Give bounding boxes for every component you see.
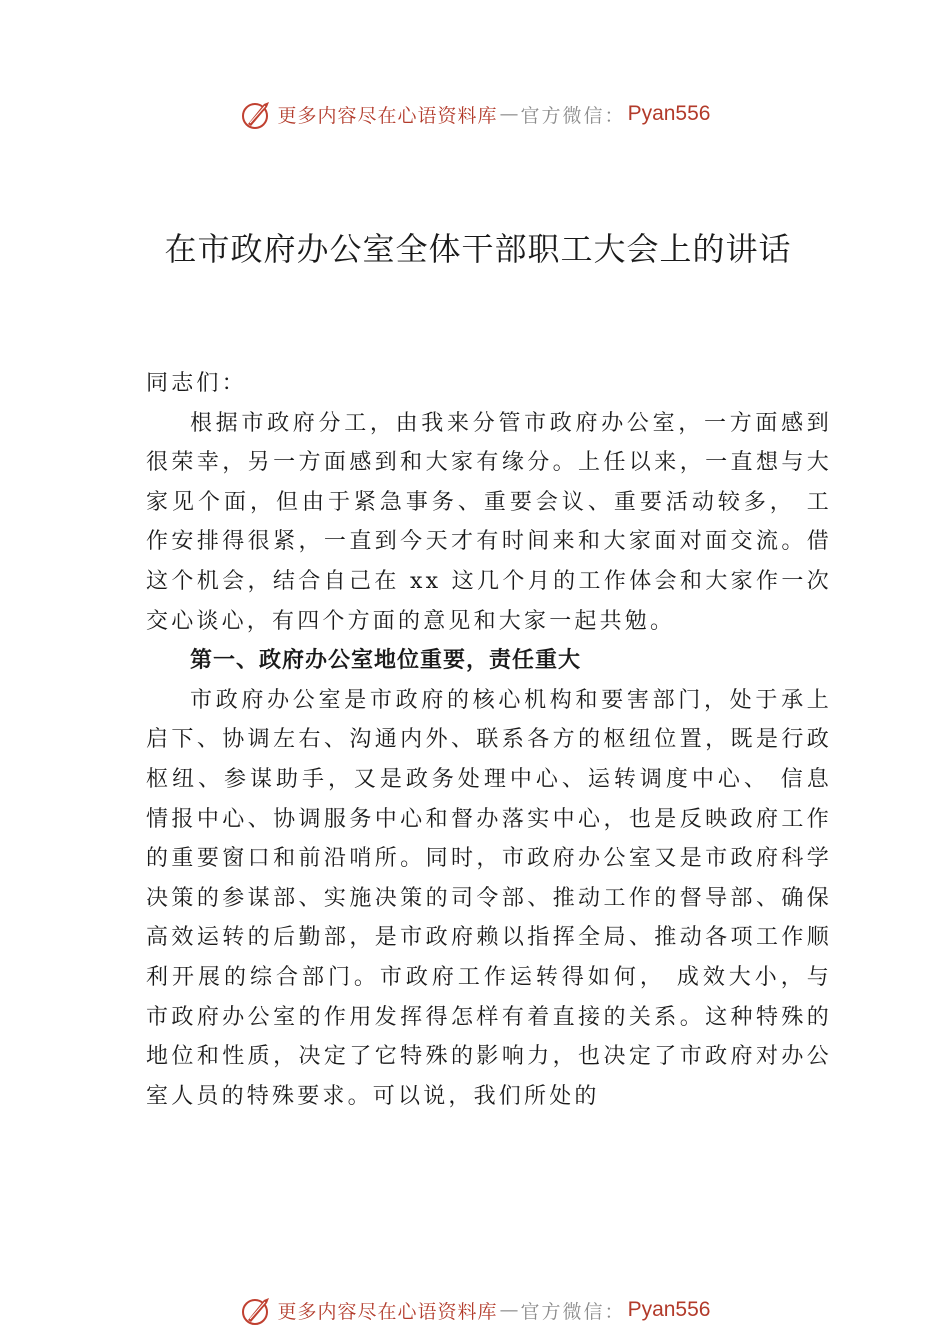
document-title: 在市政府办公室全体干部职工大会上的讲话 (164, 230, 792, 269)
section-heading: 第一、政府办公室地位重要，责任重大 (190, 648, 582, 674)
watermark-separator: — (499, 1299, 519, 1321)
document-body (146, 364, 832, 1116)
quill-pen-logo-icon (240, 1293, 274, 1327)
intro-paragraph: 根据市政府分工，由我来分管市政府办公室，一方面感到很荣幸，另一方面感到和大家有缘分。上任以来，一直想与大家见个面，但由于紧急事务、重要会议、重要活动较多， 工作安排得很紧，一直到今天才有时间来和大家面对面交流。借这个机会，结合自己在 xx 这几个月的工作体会和大家作一次交心谈心，有四个方面的意见和大家一起共勉。 (146, 410, 832, 634)
wechat-id: Pyan556 (627, 1298, 711, 1321)
header-watermark (0, 94, 950, 134)
watermark-text: 更多内容尽在心语资料库 (277, 1300, 498, 1323)
section-paragraph: 市政府办公室是市政府的核心机构和要害部门，处于承上启下、协调左右、沟通内外、联系各方的枢纽位置，既是行政枢纽、参谋助手，又是政务处理中心、运转调度中心、 信息情报中心、协调服务中心和督办落实中心，也是反映政府工作的重要窗口和前沿哨所。同时，市政府办公室又是市政府科学决策的参谋部、实施决策的司令部、推动工作的督导部、确保高效运转的后勤部，是市政府赖以指挥全局、推动各项工作顺利开展的综合部门。市政府工作运转得如何， 成效大小，与市政府办公室的作用发挥得怎样有着直接的关系。这种特殊的地位和性质，决定了它特殊的影响力，也决定了市政府对办公室人员的特殊要求。可以说，我们所处的 (146, 687, 832, 1109)
footer-watermark (0, 1290, 950, 1330)
watermark-text: 更多内容尽在心语资料库 (277, 104, 498, 127)
salutation: 同志们： (146, 371, 247, 396)
wechat-label: 官方微信： (520, 1300, 626, 1323)
quill-pen-logo-icon (240, 97, 274, 131)
wechat-id: Pyan556 (627, 102, 711, 125)
watermark-separator: — (499, 103, 519, 125)
wechat-label: 官方微信： (520, 104, 626, 127)
